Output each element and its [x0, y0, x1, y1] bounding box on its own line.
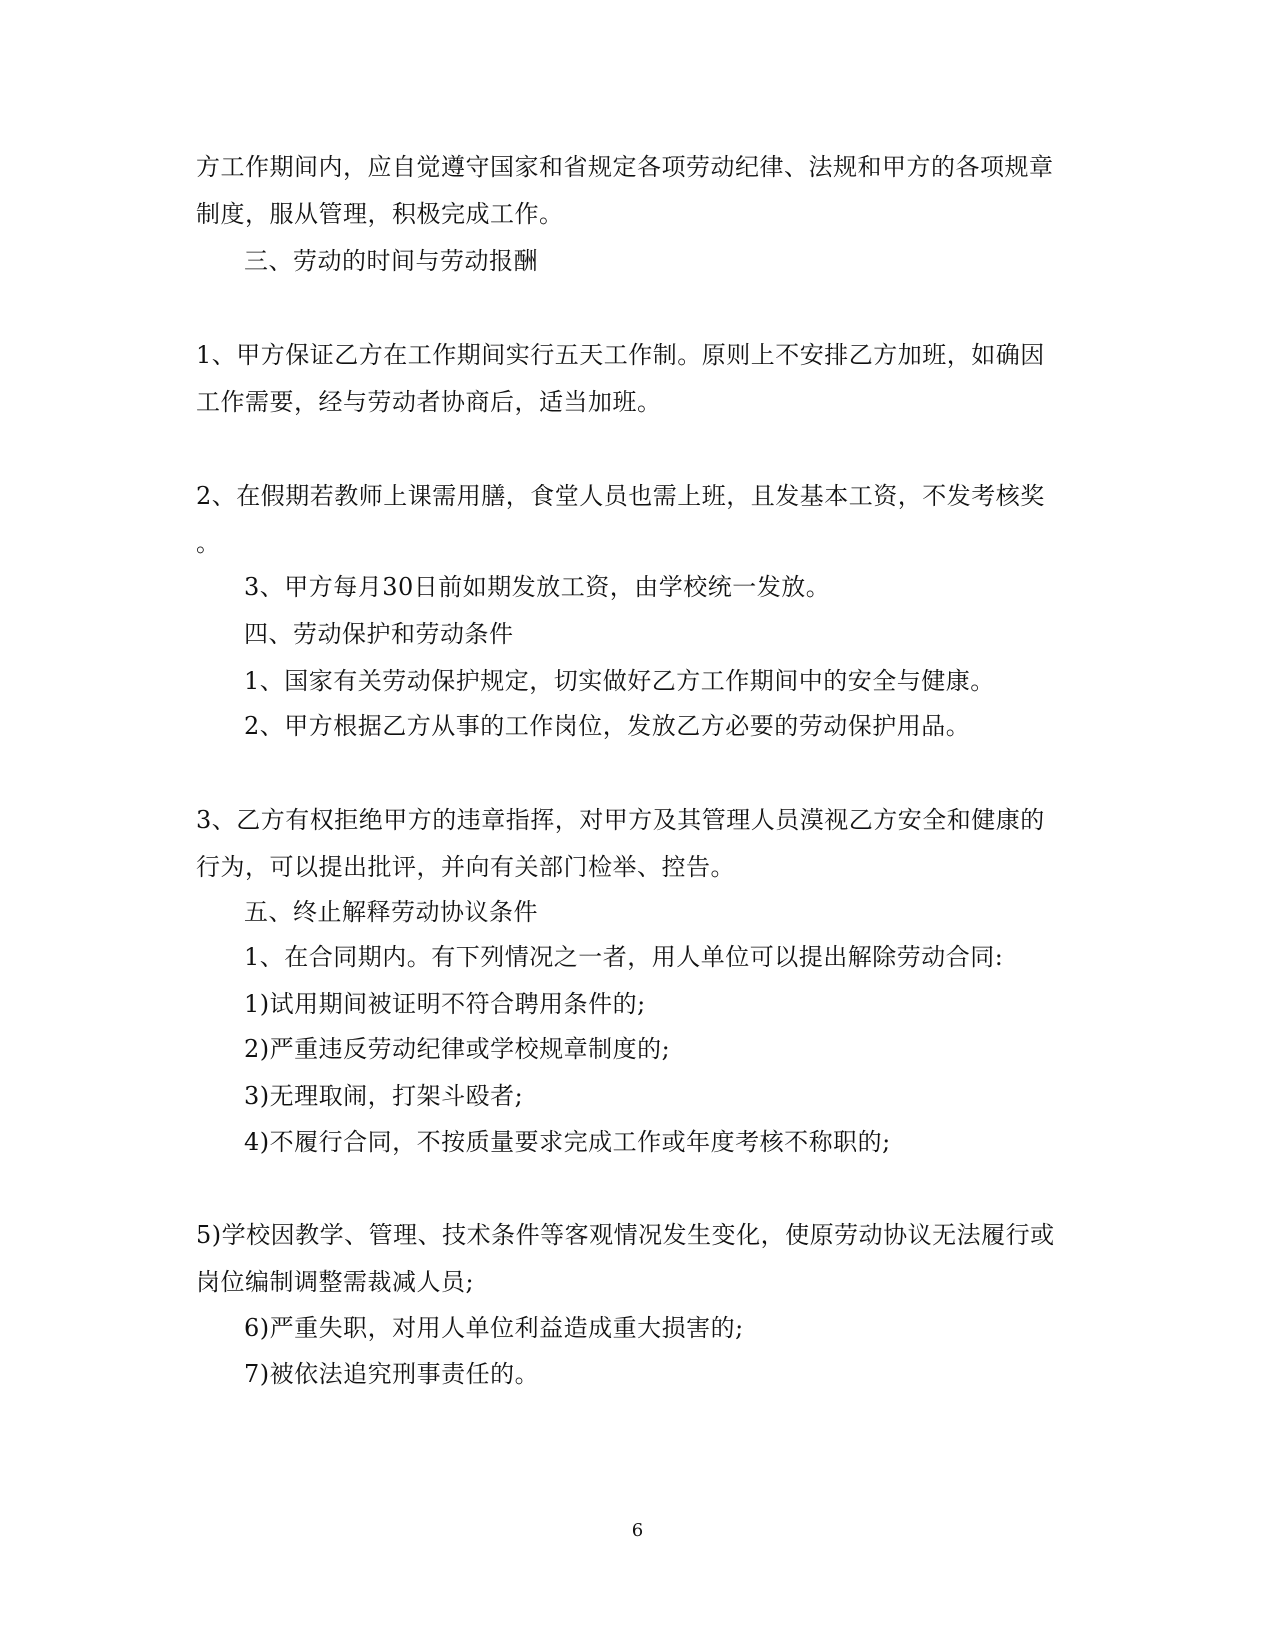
- paragraph-line: 岗位编制调整需裁减人员;: [196, 1268, 475, 1296]
- list-item: 5)学校因教学、管理、技术条件等客观情况发生变化，使原劳动协议无法履行或: [196, 1221, 1055, 1249]
- paragraph-line: 。: [196, 529, 221, 557]
- section-heading: 三、劳动的时间与劳动报酬: [244, 247, 538, 275]
- list-item: 6)严重失职，对用人单位利益造成重大损害的;: [244, 1314, 744, 1342]
- paragraph-line: 1、国家有关劳动保护规定，切实做好乙方工作期间中的安全与健康。: [244, 667, 995, 695]
- paragraph-line: 2、甲方根据乙方从事的工作岗位，发放乙方必要的劳动保护用品。: [244, 712, 971, 740]
- paragraph-line: 3、乙方有权拒绝甲方的违章指挥，对甲方及其管理人员漠视乙方安全和健康的: [196, 806, 1045, 834]
- list-item: 4)不履行合同，不按质量要求完成工作或年度考核不称职的;: [244, 1128, 891, 1156]
- paragraph-line: 行为，可以提出批评，并向有关部门检举、控告。: [196, 853, 735, 881]
- paragraph-line: 1、甲方保证乙方在工作期间实行五天工作制。原则上不安排乙方加班，如确因: [196, 341, 1045, 369]
- section-heading: 五、终止解释劳动协议条件: [244, 898, 538, 926]
- paragraph-line: 3、甲方每月30日前如期发放工资，由学校统一发放。: [244, 573, 831, 601]
- page-number: 6: [631, 1520, 644, 1541]
- paragraph-line: 方工作期间内，应自觉遵守国家和省规定各项劳动纪律、法规和甲方的各项规章: [196, 153, 1054, 181]
- list-item: 2)严重违反劳动纪律或学校规章制度的;: [244, 1035, 671, 1063]
- paragraph-line: 2、在假期若教师上课需用膳，食堂人员也需上班，且发基本工资，不发考核奖: [196, 482, 1045, 510]
- paragraph-line: 工作需要，经与劳动者协商后，适当加班。: [196, 388, 662, 416]
- list-item: 7)被依法追究刑事责任的。: [244, 1360, 540, 1388]
- list-item: 3)无理取闹，打架斗殴者;: [244, 1082, 524, 1110]
- paragraph-line: 1、在合同期内。有下列情况之一者，用人单位可以提出解除劳动合同:: [244, 943, 1004, 971]
- list-item: 1)试用期间被证明不符合聘用条件的;: [244, 990, 646, 1018]
- paragraph-line: 制度，服从管理，积极完成工作。: [196, 200, 564, 228]
- section-heading: 四、劳动保护和劳动条件: [244, 620, 514, 648]
